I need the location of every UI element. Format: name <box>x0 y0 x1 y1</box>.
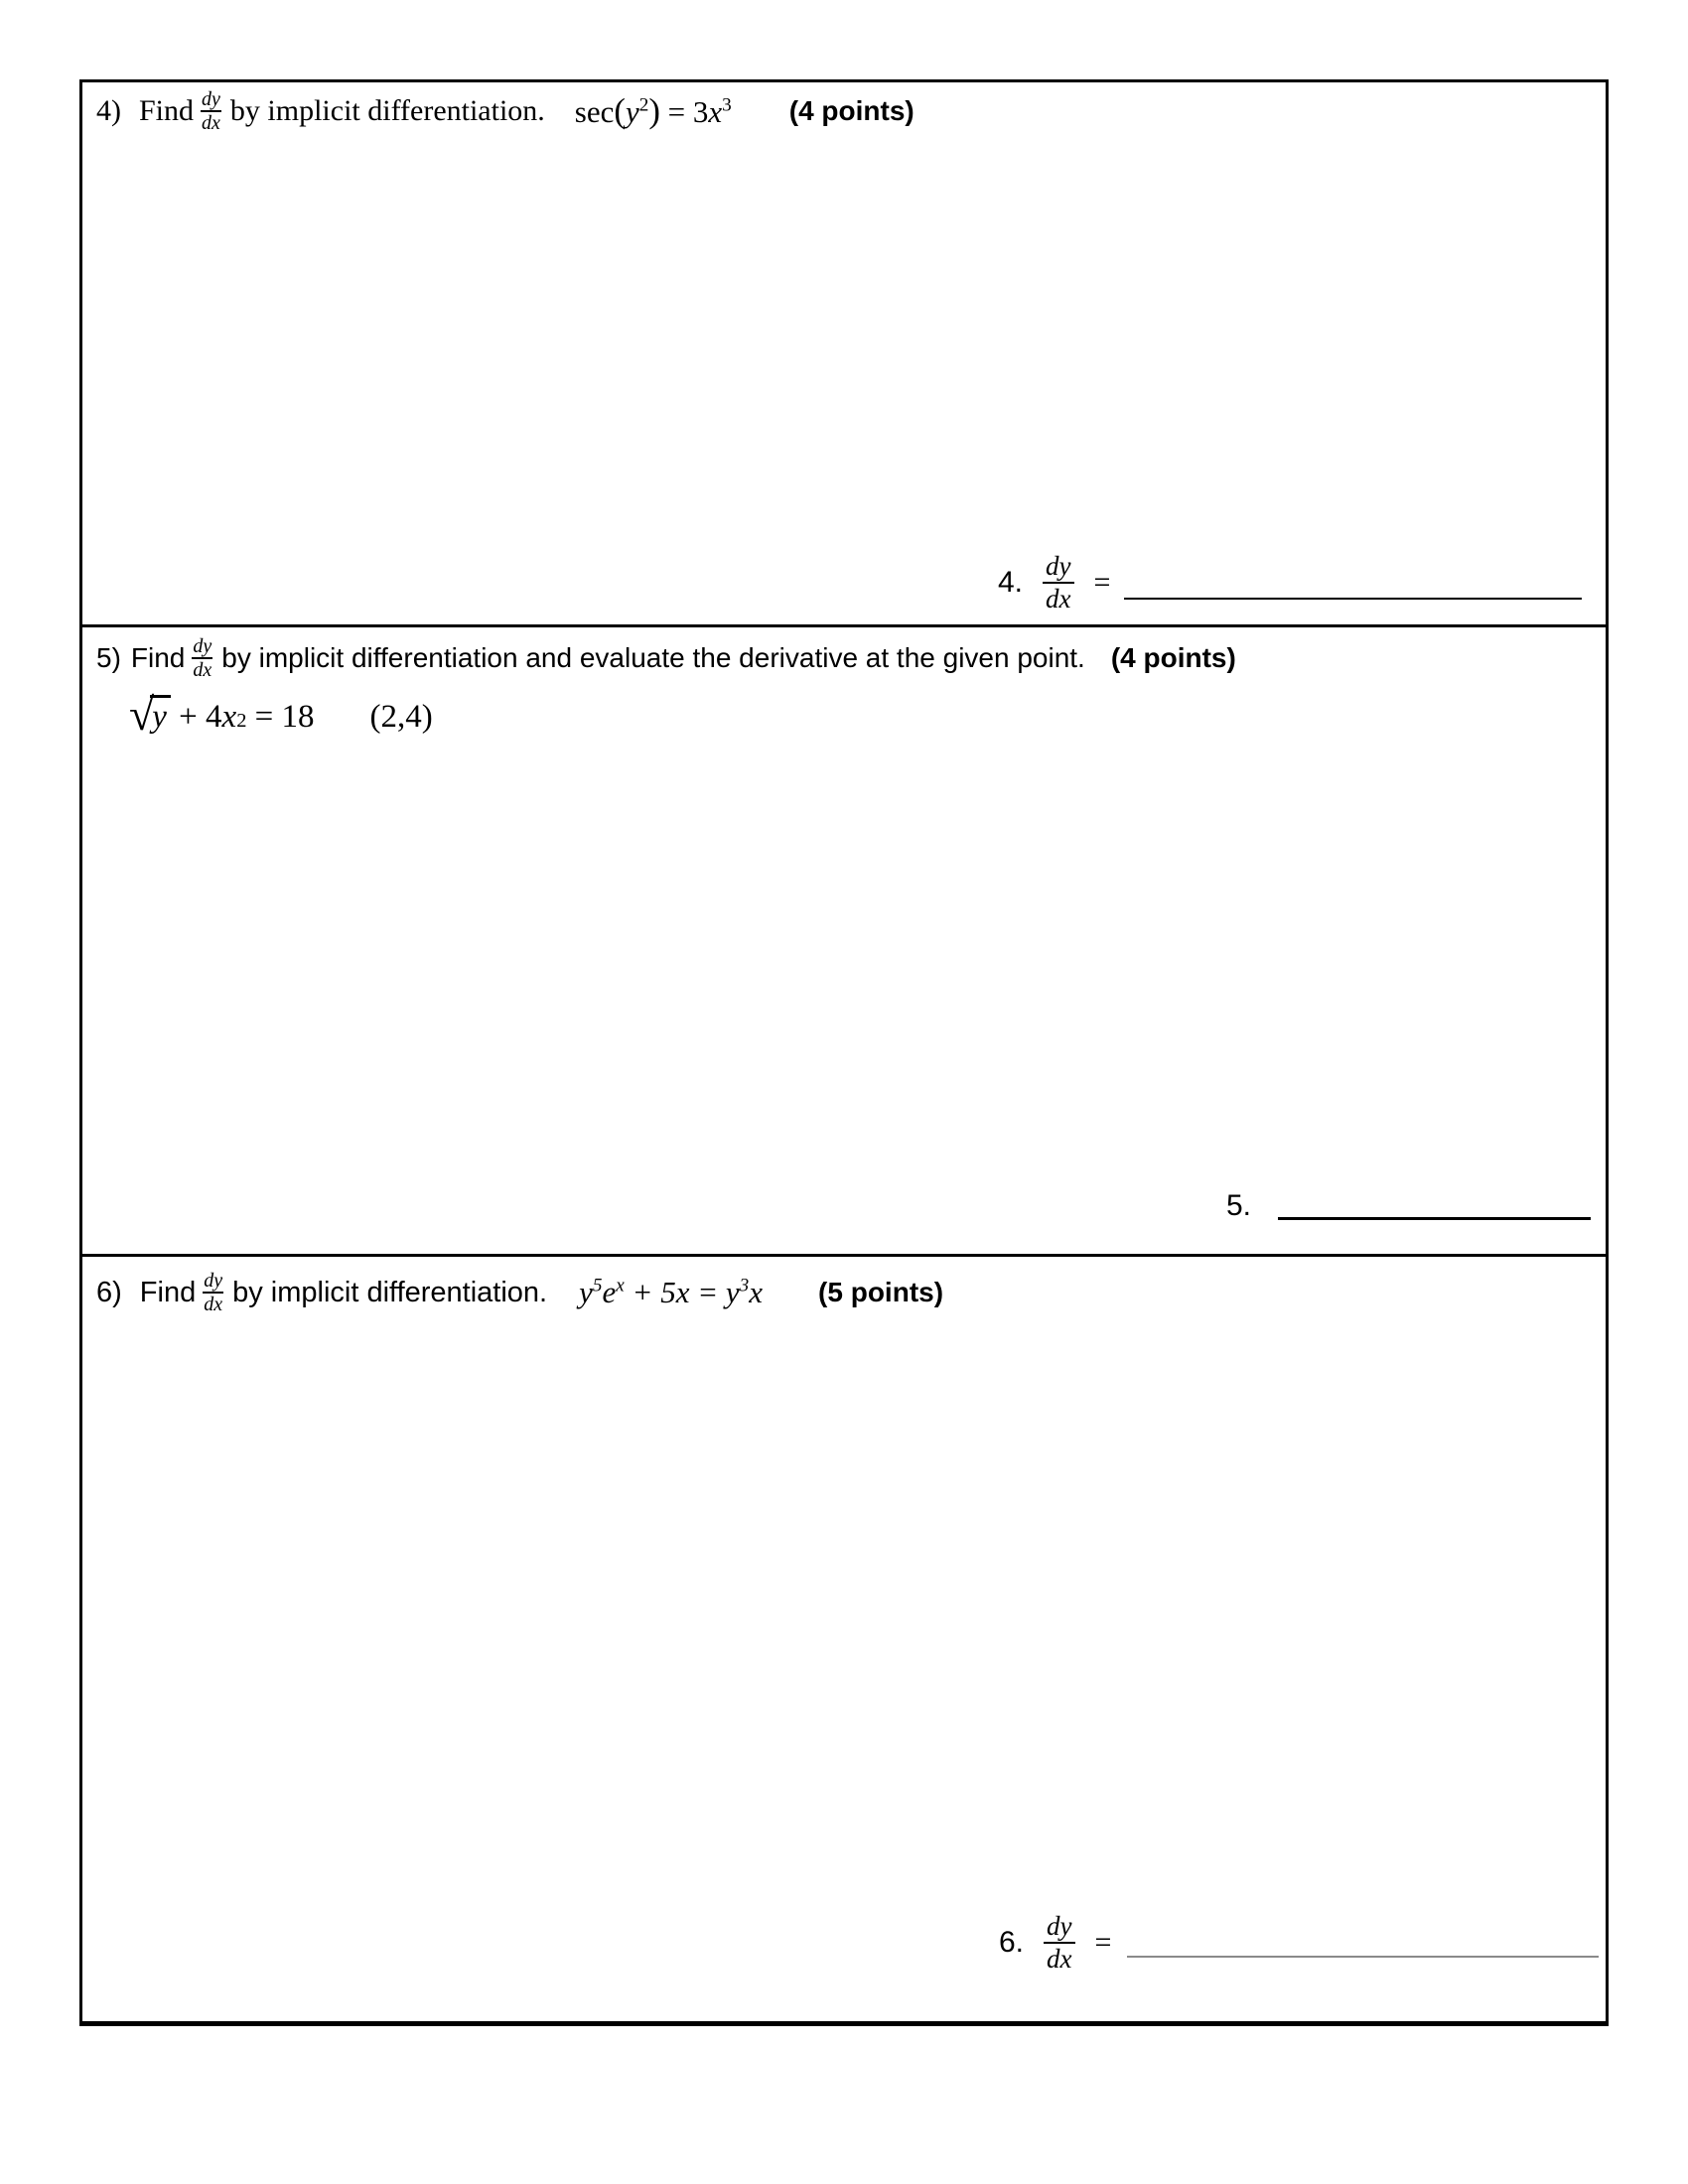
math-token: y <box>579 1275 593 1310</box>
question-4-prompt-row <box>96 88 914 135</box>
question-6-prompt-row <box>96 1270 943 1316</box>
answer-number-4: 4. <box>998 566 1024 599</box>
answer-dy-dx-fraction-4 <box>1043 551 1073 614</box>
question-4-label: 4) <box>96 94 121 128</box>
fraction-numerator: dy <box>1047 1910 1072 1941</box>
answer-number-5: 5. <box>1226 1189 1252 1222</box>
math-token: = 3 <box>659 94 709 130</box>
answer-blank-4[interactable] <box>1124 598 1582 600</box>
evaluation-point: (2,4) <box>369 699 433 735</box>
math-token: x <box>221 699 237 735</box>
question-4-answer-row <box>998 548 1110 617</box>
close-paren: ) <box>648 91 660 131</box>
answer-dy-dx-fraction-6 <box>1044 1911 1074 1975</box>
section-divider <box>82 624 1606 627</box>
math-token: e <box>602 1275 617 1310</box>
math-token: x <box>616 1276 625 1297</box>
question-4-equation <box>575 91 732 131</box>
math-token: x <box>675 1275 690 1310</box>
dy-dx-fraction <box>203 1270 223 1316</box>
question-5-prompt-row <box>96 635 1236 682</box>
question-4-prompt-text: by implicit differentiation. <box>229 94 545 128</box>
section-divider <box>82 1254 1606 1257</box>
question-6-label: 6) <box>96 1276 122 1308</box>
math-token: y <box>725 1275 740 1310</box>
question-6-equation <box>579 1275 763 1310</box>
question-5-points-label: (4 points) <box>1110 642 1236 674</box>
question-5-answer-row <box>1226 1189 1251 1223</box>
math-token: 3 <box>722 95 732 117</box>
math-token: x <box>708 94 723 130</box>
math-token: y <box>625 94 639 130</box>
fraction-denominator: dx <box>202 112 220 135</box>
math-token: 2 <box>236 710 247 732</box>
fraction-denominator: dx <box>204 1294 223 1316</box>
math-token: sec <box>574 94 615 130</box>
fraction-denominator: dx <box>1044 1942 1074 1975</box>
math-token: 2 <box>638 95 649 117</box>
answer-blank-5[interactable] <box>1278 1217 1591 1220</box>
math-token: = 18 <box>246 699 315 735</box>
answer-equals-4: = <box>1093 566 1111 599</box>
fraction-numerator: dy <box>1046 550 1071 581</box>
question-6-prompt-text: by implicit differentiation. <box>232 1276 548 1308</box>
fraction-numerator: dy <box>193 635 212 657</box>
question-5-equation <box>129 689 433 740</box>
answer-number-6: 6. <box>999 1926 1025 1959</box>
dy-dx-fraction <box>192 635 212 682</box>
math-token: x <box>749 1275 764 1310</box>
question-5-label: 5) <box>96 642 121 674</box>
fraction-numerator: dy <box>202 88 220 110</box>
math-token: y <box>150 695 171 736</box>
answer-blank-6[interactable] <box>1127 1956 1599 1958</box>
question-6-find-text: Find <box>139 1276 197 1308</box>
question-6-points-label: (5 points) <box>818 1277 944 1308</box>
math-token: 5 <box>592 1276 603 1297</box>
question-4-points-label: (4 points) <box>788 95 914 127</box>
question-5-prompt-text: by implicit differentiation and evaluate the derivative at the given point. <box>221 642 1085 674</box>
question-5-find-text: Find <box>130 642 186 674</box>
answer-equals-6: = <box>1094 1926 1112 1959</box>
math-token: = <box>689 1275 726 1310</box>
fraction-denominator: dx <box>193 659 212 682</box>
sqrt-radical-icon: √ <box>129 689 155 740</box>
question-4-find-text: Find <box>139 94 195 128</box>
question-6-answer-row <box>999 1908 1111 1978</box>
worksheet-outer-box <box>79 79 1609 2026</box>
math-token: + 5 <box>624 1275 676 1310</box>
dy-dx-fraction <box>201 88 221 135</box>
math-token: + 4 <box>170 699 222 735</box>
fraction-numerator: dy <box>204 1270 223 1292</box>
math-token: 3 <box>739 1276 750 1297</box>
fraction-denominator: dx <box>1043 582 1073 614</box>
open-paren: ( <box>614 91 626 131</box>
